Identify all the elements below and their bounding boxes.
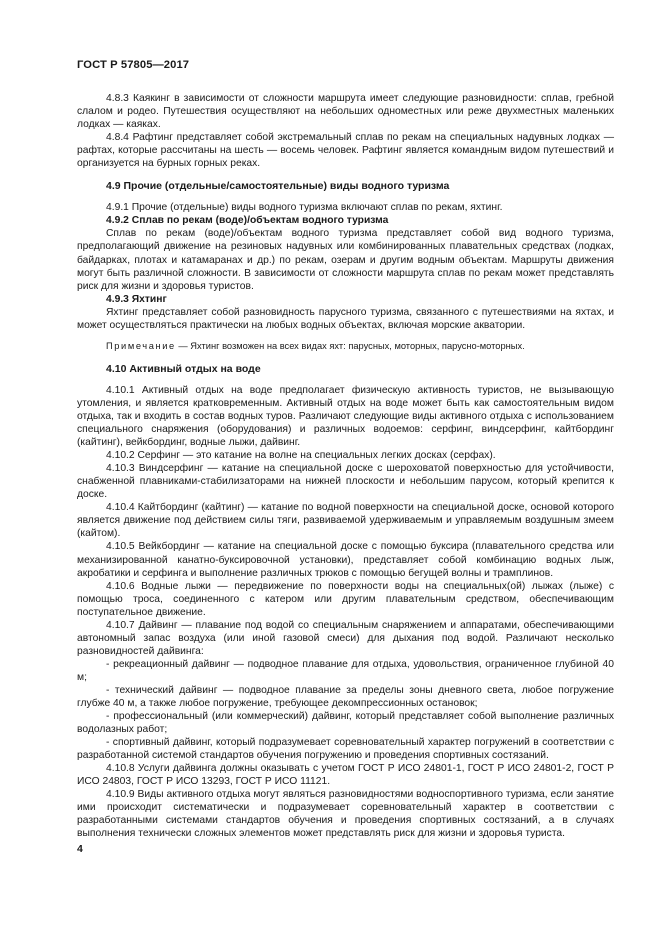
- note: [77, 340, 614, 353]
- note-text: — Яхтинг возможен на всех видах яхт: парусных, моторных, парусно-моторных.: [175, 340, 525, 351]
- section-heading-4-10: 4.10 Активный отдых на воде: [106, 362, 261, 375]
- list-item-sport-diving: - спортивный дайвинг, который подразумевает соревновательный характер погружений в соответствии с разработанной системой стандартов обучения погружению и проведения спортивных состязаний.: [77, 737, 614, 762]
- paragraph-4-8-4: 4.8.4 Рафтинг представляет собой экстремальный сплав по рекам на специальных надувных лодках — рафтах, которые рассчитаны на шесть — восемь человек. Рафтинг является командным видом путешествий и организуется на бурных горных реках.: [77, 132, 614, 170]
- paragraph-4-10-1: 4.10.1 Активный отдых на воде предполагает физическую активность туристов, не вызывающую утомления, и является кратковременным. Активный отдых на воде может быть как самостоятельным видом отдыха, так и входить в состав водных туров. Различают следующие виды активного отдыха с использованием специального снаряжения (оборудования) и различных водоемов: серфинг, виндсерфинг, кайтбординг (кайтинг), вейкбординг, водные лыжи, дайвинг.: [77, 384, 614, 449]
- note-label: Примечание: [106, 340, 176, 351]
- paragraph-4-10-9: 4.10.9 Виды активного отдыха могут являться разновидностями водноспортивного туризма, если занятие ими происходит систематически и подразумевает соревновательный характер в соответствии с разработанными системами стандартов обучения и проведения спортивных состязаний, а в случаях выполнения технически сложных элементов может представлять риск для жизни и здоровья туриста.: [77, 789, 614, 840]
- paragraph-4-10-6: 4.10.6 Водные лыжи — передвижение по поверхности воды на специальных(ой) лыжах (лыже) с помощью троса, соединенного с катером или другим плавательным средством, обеспечивающим поступательное движение.: [77, 580, 614, 618]
- paragraph-4-10-4: 4.10.4 Кайтбординг (кайтинг) — катание по водной поверхности на специальной доске, основой которого является движение под действием силы тяги, развиваемой удерживаемым и управляемым воздушным змеем (кайтом).: [77, 502, 614, 540]
- list-item-recreational-diving: - рекреационный дайвинг — подводное плавание для отдыха, удовольствия, ограниченное глубиной 40 м;: [77, 658, 614, 683]
- paragraph-4-10-5: 4.10.5 Вейкбординг — катание на специальной доске с помощью буксира (плавательного средства или механизированной канатно-буксировочной установки), представляет собой комбинацию водных лыж, акробатики и серфинга и выполнение различных трюков с помощью бегущей волны и трамплинов.: [77, 541, 614, 579]
- section-heading-4-9: 4.9 Прочие (отдельные/самостоятельные) виды водного туризма: [106, 180, 450, 193]
- paragraph-4-10-8: 4.10.8 Услуги дайвинга должны оказывать с учетом ГОСТ Р ИСО 24801-1, ГОСТ Р ИСО 24801-2, ГОСТ Р ИСО 24803, ГОСТ Р ИСО 13293, ГОСТ Р ИСО 11121.: [77, 763, 614, 788]
- paragraph-4-9-2: Сплав по рекам (воде)/объектам водного туризма представляет собой вид водного туризма, предполагающий движение на резиновых надувных или комбинированных плавательных средствах (лодках, байдарках, плотах и катамаранах и др.) по рекам, озерам и другим водным объектам. Маршруты движения могут быть различной сложности. В зависимости от сложности маршрута сплав по рекам может представлять риск для жизни и здоровья туристов.: [77, 228, 614, 292]
- paragraph-4-10-2: 4.10.2 Серфинг — это катание на волне на специальных легких досках (серфах).: [106, 450, 496, 462]
- subheading-4-9-2: 4.9.2 Сплав по рекам (воде)/объектам водного туризма: [106, 215, 389, 227]
- subheading-4-9-3: 4.9.3 Яхтинг: [106, 293, 167, 305]
- paragraph-4-8-3: 4.8.3 Каякинг в зависимости от сложности маршрута имеет следующие разновидности: сплав, гребной слалом и родео. Путешествия осуществляют на небольших одноместных или реже двухместных маленьких лодках — каяках.: [77, 93, 614, 131]
- paragraph-4-10-7: 4.10.7 Дайвинг — плавание под водой со специальным снаряжением и аппаратами, обеспечивающими автономный запас воздуха (или иной газовой смеси) для дыхания под водой. Различают несколько разновидностей дайвинга:: [77, 619, 614, 657]
- document-header: ГОСТ Р 57805—2017: [77, 59, 190, 71]
- paragraph-4-9-1: 4.9.1 Прочие (отдельные) виды водного туризма включают сплав по рекам, яхтинг.: [106, 202, 503, 214]
- list-item-technical-diving: - технический дайвинг — подводное плавание за пределы зоны дневного света, любое погружение глубже 40 м, а также любое погружение, требующее декомпрессионных остановок;: [77, 684, 614, 710]
- page-number: 4: [77, 843, 83, 855]
- list-item-professional-diving: - профессиональный (или коммерческий) дайвинг, который представляет собой выполнение различных водолазных работ;: [77, 711, 614, 736]
- document-body: [77, 92, 614, 841]
- paragraph-4-9-3: Яхтинг представляет собой разновидность парусного туризма, связанного с путешествиями на яхтах, и может осуществляться практически на любых водных объектах, включая морские акватории.: [77, 306, 614, 331]
- paragraph-4-10-3: 4.10.3 Виндсерфинг — катание на специальной доске с шероховатой поверхностью для устойчивости, снабженной плавниками-стабилизаторами на нижней плоскости и небольшим парусом, который крепится к доске.: [77, 463, 614, 501]
